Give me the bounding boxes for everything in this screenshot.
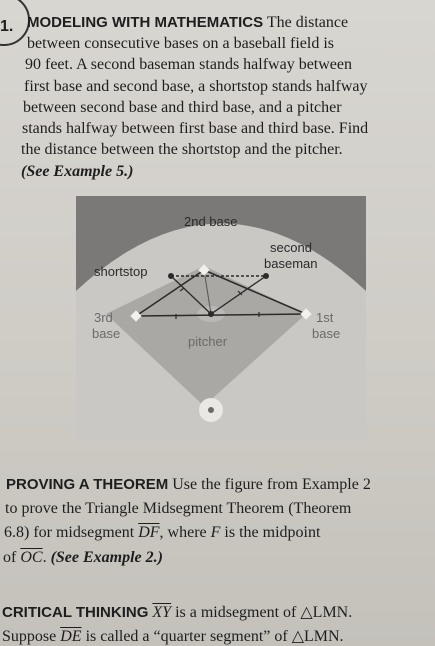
problem1-text-6: stands halfway between first base and third base. Find bbox=[22, 120, 369, 137]
label-base-first: base bbox=[312, 326, 341, 341]
problem3-heading: CRITICAL THINKING bbox=[2, 604, 149, 621]
problem3-line2 bbox=[2, 626, 344, 646]
problem-number-circle bbox=[0, 0, 30, 46]
label-pitcher: pitcher bbox=[188, 334, 228, 349]
label-2nd-base: 2nd base bbox=[184, 214, 238, 229]
shortstop-marker bbox=[168, 273, 174, 279]
problem1-text-3: 90 feet. A second baseman stands halfway between bbox=[25, 56, 353, 73]
label-3rd: 3rd bbox=[94, 310, 113, 325]
pitcher-marker bbox=[208, 311, 214, 317]
problem3-text-2b: is called a “quarter segment” of △LMN. bbox=[85, 628, 344, 645]
segment-oc: $\overline{OC}$ bbox=[20, 549, 43, 566]
problem2-text-3b: , where bbox=[159, 524, 207, 541]
problem2-text-2: to prove the Triangle Midsegment Theorem (Theorem bbox=[5, 500, 352, 517]
problem1-text-5: between second base and third base, and a pitcher bbox=[23, 99, 342, 116]
problem3-text-2a: Suppose bbox=[2, 628, 57, 645]
problem1-text-2: between consecutive bases on a baseball field is bbox=[27, 35, 334, 52]
label-1st: 1st bbox=[316, 310, 334, 325]
problem2-text-1: Use the figure from Example 2 bbox=[172, 476, 371, 493]
label-second: second bbox=[270, 240, 312, 255]
label-baseman: baseman bbox=[264, 256, 318, 271]
baseball-field-diagram bbox=[76, 196, 366, 441]
problem1-text-4: first base and second base, a shortstop stands halfway bbox=[24, 78, 368, 95]
label-shortstop: shortstop bbox=[94, 264, 148, 279]
problem2-line4 bbox=[3, 549, 163, 567]
segment-df: $\overline{DF}$ bbox=[138, 524, 160, 541]
segment-de: $\overline{DE}$ bbox=[60, 628, 82, 645]
home-plate bbox=[208, 407, 214, 413]
problem2-text-4b: . bbox=[42, 549, 47, 566]
problem1-see-example: (See Example 5.) bbox=[21, 163, 134, 180]
problem1-text-1: The distance bbox=[266, 14, 349, 31]
problem-number: 1. bbox=[0, 18, 14, 35]
segment-xy: $\overline{XY}$ bbox=[152, 604, 172, 621]
problem3-text-1: is a midsegment of △LMN. bbox=[175, 604, 353, 621]
problem1-line1 bbox=[27, 14, 348, 32]
problem2-line3 bbox=[4, 524, 320, 542]
problem1-heading: MODELING WITH MATHEMATICS bbox=[27, 14, 264, 31]
problem2-text-3a: 6.8) for midsegment bbox=[4, 524, 135, 541]
problem2-heading: PROVING A THEOREM bbox=[6, 476, 169, 493]
second-baseman-marker bbox=[263, 273, 269, 279]
problem1-text-7: the distance between the shortstop and the pitcher. bbox=[21, 141, 343, 158]
problem2-line1 bbox=[6, 476, 371, 494]
problem2-see-example: (See Example 2.) bbox=[50, 549, 163, 566]
variable-f: F bbox=[210, 524, 221, 541]
problem2-text-4a: of bbox=[3, 549, 17, 566]
label-base-third: base bbox=[92, 326, 121, 341]
problem2-text-3c: is the midpoint bbox=[224, 524, 321, 541]
problem3-line1 bbox=[2, 602, 352, 622]
